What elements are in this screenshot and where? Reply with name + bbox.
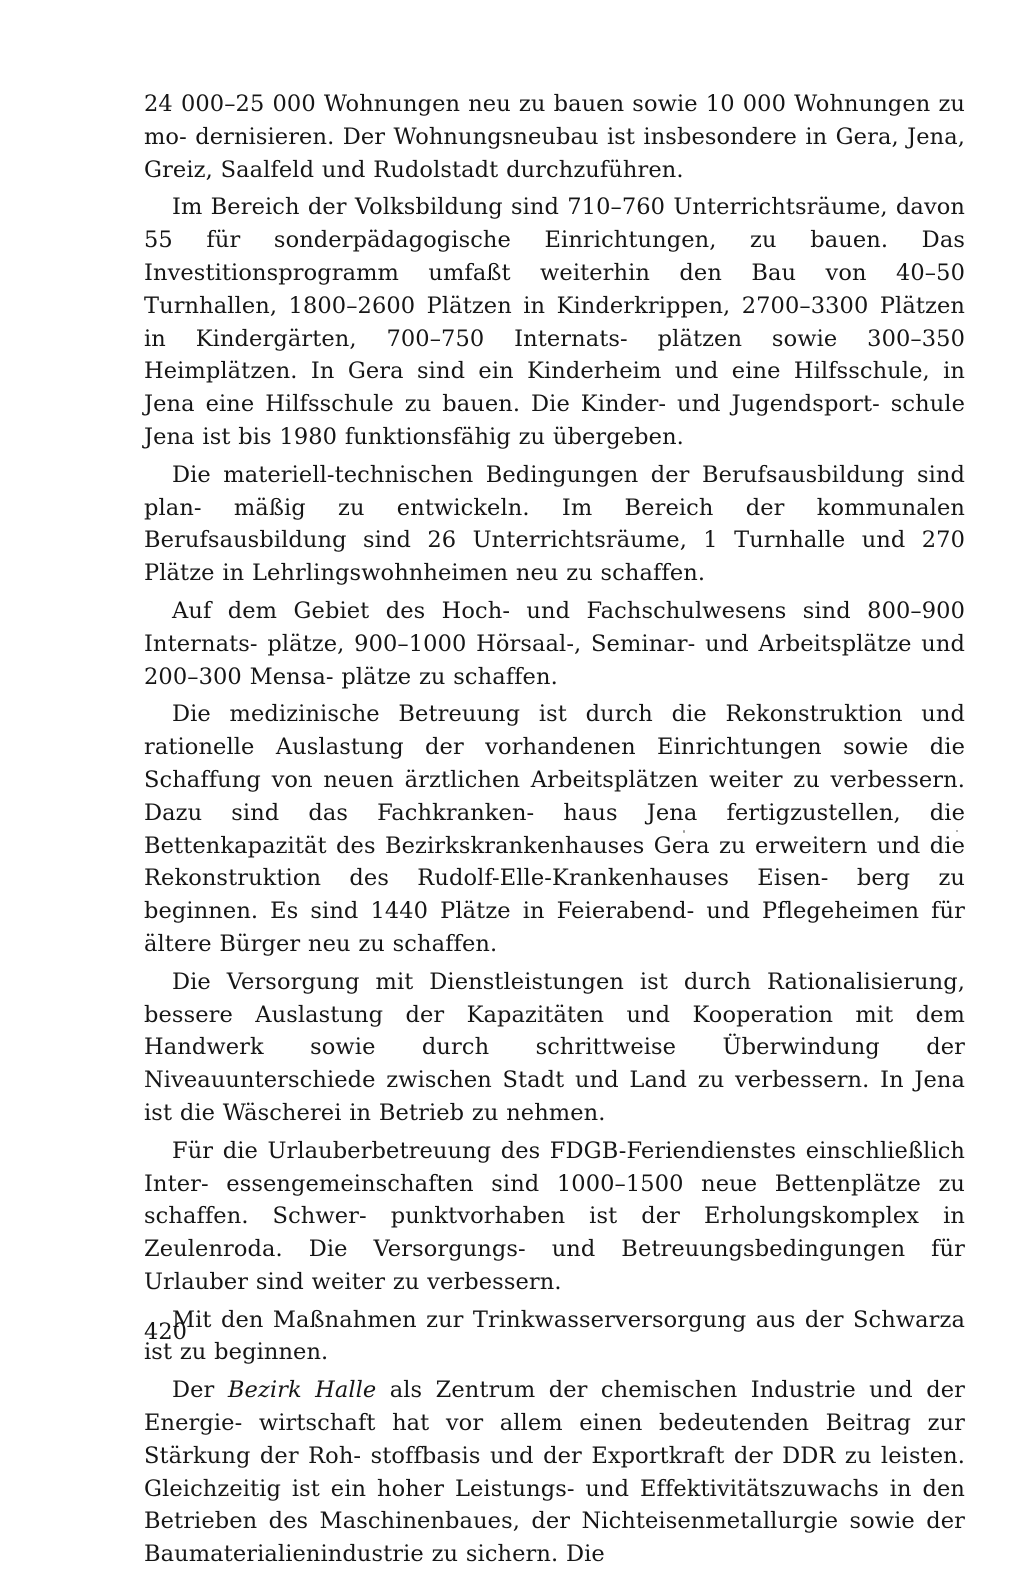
text-line: Mit den Maßnahmen zur Trinkwasserversorgung aus der Schwarza ist zu	[144, 1306, 965, 1366]
text-line: Auf dem Gebiet des Hoch- und Fachschulwesens sind 800–900 Internats-	[144, 597, 965, 657]
text-line: umfaßt weiterhin den Bau von 40–50 Turnhallen, 1800–2600 Plätzen in	[144, 259, 965, 319]
text-line: Im Bereich der Volksbildung sind 710–760 Unterrichtsräume, davon 55 für	[144, 194, 965, 254]
paragraph-vocational-training	[144, 459, 965, 590]
text-line: 26 Unterrichtsräume, 1 Turnhalle und 270 Plätze in Lehrlingswohnheimen	[144, 527, 965, 587]
text-line: zu erweitern und die Rekonstruktion des Rudolf-Elle-Krankenhauses Eisen-	[144, 832, 965, 892]
text-line: haus Jena fertigzustellen, die Bettenkapazität des Bezirkskrankenhauses Gera	[144, 799, 965, 859]
text-line: mäßig zu entwickeln. Im Bereich der kommunalen Berufsausbildung sind	[144, 494, 965, 554]
paragraph-education	[144, 191, 965, 453]
text-line: Leistungs- und Effektivitätszuwachs in den Betrieben des Maschinenbaues,	[144, 1475, 965, 1535]
paragraph-services	[144, 966, 965, 1130]
text-line: essengemeinschaften sind 1000–1500 neue Bettenplätze zu schaffen. Schwer-	[144, 1170, 965, 1230]
text-line: wirtschaft hat vor allem einen bedeutenden Beitrag zur Stärkung der Roh-	[144, 1410, 965, 1469]
page-number: 420	[144, 1319, 187, 1345]
text-line: durch schrittweise Überwindung der Niveauunterschiede zwischen Stadt und	[144, 1034, 965, 1094]
text-line: Die medizinische Betreuung ist durch die Rekonstruktion und rationelle	[144, 701, 965, 761]
text-line: beginnen.	[214, 1339, 329, 1366]
text-line: punktvorhaben ist der Erholungskomplex in Zeulenroda. Die Versorgungs-	[144, 1203, 965, 1263]
text-line: ärztlichen Arbeitsplätzen weiter zu verbessern. Dazu sind das Fachkranken-	[144, 766, 965, 826]
paragraph-holiday-care	[144, 1135, 965, 1299]
text-line: Saalfeld und Rudolstadt durchzuführen.	[220, 156, 684, 183]
paragraph-housing	[144, 88, 965, 186]
text-line: Kinderkrippen, 2700–3300 Plätzen in Kindergärten, 700–750 Internats-	[144, 292, 965, 352]
print-smudge	[956, 830, 958, 832]
text-line: plätzen sowie 300–350 Heimplätzen. In Gera sind ein Kinderheim und eine	[144, 325, 965, 385]
body-text	[144, 88, 965, 1576]
print-smudge	[683, 830, 685, 833]
emphasis-bezirk-halle: Bezirk Halle	[227, 1377, 377, 1404]
text-line: Auslastung der vorhandenen Einrichtungen sowie die Schaffung von neuen	[144, 734, 965, 793]
text-line: sonderpädagogische Einrichtungen, zu bauen. Das Investitionsprogramm	[144, 227, 965, 286]
paragraph-bezirk-halle	[144, 1374, 965, 1571]
text-line: plätze, 900–1000 Hörsaal-, Seminar- und Arbeitsplätze und 200–300 Mensa-	[144, 630, 965, 690]
text-lead: Der	[172, 1377, 228, 1404]
text-line: plätze zu schaffen.	[341, 663, 558, 690]
text-line: ältere Bürger neu zu schaffen.	[144, 930, 498, 957]
text-line: dernisieren. Der Wohnungsneubau ist insbesondere in Gera, Jena, Greiz,	[144, 123, 965, 183]
text-line: berg zu beginnen. Es sind 1440 Plätze in Feierabend- und Pflegeheimen für	[144, 865, 965, 925]
text-line: als Zentrum der chemischen Industrie und der Energie-	[144, 1377, 965, 1437]
text-line: 24 000–25 000 Wohnungen neu zu bauen sowie 10 000 Wohnungen zu mo-	[144, 91, 965, 150]
text-line: Hilfsschule, in Jena eine Hilfsschule zu bauen. Die Kinder- und Jugendsport-	[144, 358, 965, 418]
text-line: der Nichteisenmetallurgie sowie der Baumaterialienindustrie zu sichern. Die	[144, 1508, 965, 1568]
text-line: neu zu schaffen.	[515, 560, 706, 587]
text-line: Land zu verbessern. In Jena ist die Wäscherei in Betrieb zu nehmen.	[144, 1067, 965, 1126]
paragraph-higher-education	[144, 595, 965, 693]
text-line: Für die Urlauberbetreuung des FDGB-Feriendienstes einschließlich Inter-	[144, 1137, 965, 1197]
text-line: Die Versorgung mit Dienstleistungen ist durch Rationalisierung, bessere	[144, 968, 965, 1028]
text-line: stoffbasis und der Exportkraft der DDR zu leisten. Gleichzeitig ist ein hoher	[144, 1442, 965, 1502]
text-line: und Betreuungsbedingungen für Urlauber sind weiter zu verbessern.	[144, 1236, 965, 1295]
text-line: Die materiell-technischen Bedingungen der Berufsausbildung sind plan-	[144, 461, 965, 521]
paragraph-medical-care	[144, 698, 965, 960]
text-line: Auslastung der Kapazitäten und Kooperation mit dem Handwerk sowie	[144, 1001, 965, 1061]
text-line: schule Jena ist bis 1980 funktionsfähig zu übergeben.	[144, 391, 965, 450]
paragraph-water-supply	[144, 1304, 965, 1370]
